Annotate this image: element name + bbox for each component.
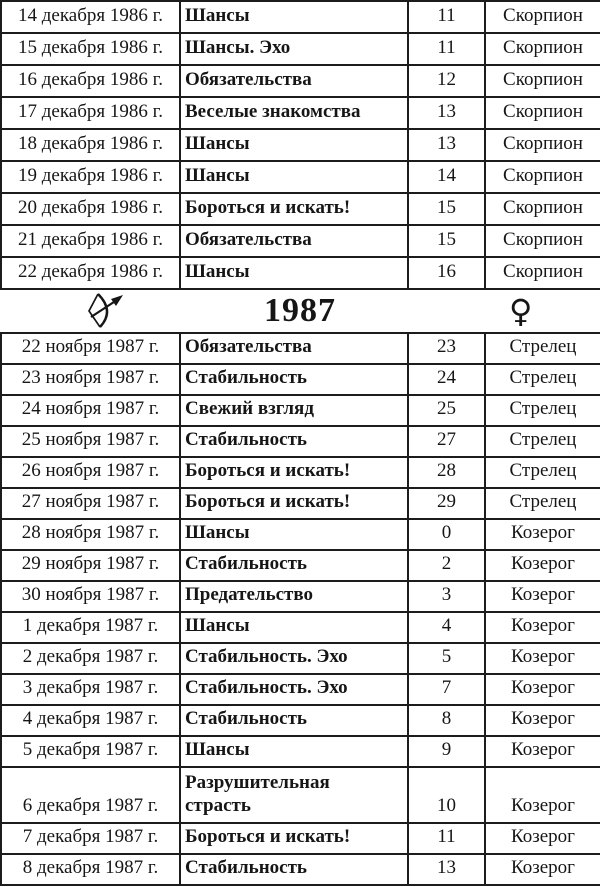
number-cell: 2 [408, 550, 485, 581]
number-cell: 11 [408, 1, 485, 33]
keyword-cell [180, 1, 408, 33]
table-row [1, 488, 600, 519]
keyword-cell [180, 854, 408, 885]
sign-cell: Козерог [485, 643, 600, 674]
number-cell: 7 [408, 674, 485, 705]
sign-cell: Стрелец [485, 488, 600, 519]
date-cell: 18 декабря 1986 г. [1, 129, 180, 161]
keyword-cell [180, 97, 408, 129]
table-row [1, 257, 600, 289]
number-cell: 28 [408, 457, 485, 488]
keyword-cell [180, 65, 408, 97]
table-row [1, 395, 600, 426]
date-cell: 16 декабря 1986 г. [1, 65, 180, 97]
sign-cell: Козерог [485, 612, 600, 643]
keyword-cell [180, 395, 408, 426]
table-1987 [0, 332, 600, 886]
keyword-text: Стабильность [185, 708, 307, 730]
date-cell: 21 декабря 1986 г. [1, 225, 180, 257]
keyword-cell [180, 767, 408, 823]
number-cell: 29 [408, 488, 485, 519]
table-row [1, 854, 600, 885]
table-row [1, 643, 600, 674]
keyword-text: Бороться и искать! [185, 197, 351, 219]
keyword-text: Веселые знакомства [185, 101, 361, 123]
table-row [1, 97, 600, 129]
sign-cell: Стрелец [485, 457, 600, 488]
keyword-text: Обязательства [185, 69, 312, 91]
date-cell: 5 декабря 1987 г. [1, 736, 180, 767]
keyword-cell [180, 823, 408, 854]
date-cell: 26 ноября 1987 г. [1, 457, 180, 488]
keyword-cell [180, 257, 408, 289]
table-row [1, 519, 600, 550]
year-divider [0, 290, 600, 332]
date-cell: 8 декабря 1987 г. [1, 854, 180, 885]
keyword-cell [180, 129, 408, 161]
keyword-cell [180, 550, 408, 581]
keyword-text: Бороться и искать! [185, 460, 351, 482]
number-cell: 16 [408, 257, 485, 289]
sign-cell: Козерог [485, 581, 600, 612]
sign-cell: Стрелец [485, 395, 600, 426]
number-cell: 15 [408, 193, 485, 225]
number-cell: 25 [408, 395, 485, 426]
keyword-cell [180, 488, 408, 519]
date-cell: 24 ноября 1987 г. [1, 395, 180, 426]
keyword-text: Стабильность. Эхо [185, 646, 348, 668]
date-cell: 2 декабря 1987 г. [1, 643, 180, 674]
table-row [1, 612, 600, 643]
table-row [1, 333, 600, 364]
sign-cell: Скорпион [485, 225, 600, 257]
keyword-text: Стабильность [185, 367, 307, 389]
date-cell: 28 ноября 1987 г. [1, 519, 180, 550]
date-cell: 23 ноября 1987 г. [1, 364, 180, 395]
table-row [1, 457, 600, 488]
sign-cell: Козерог [485, 823, 600, 854]
date-cell: 25 ноября 1987 г. [1, 426, 180, 457]
sign-cell: Скорпион [485, 1, 600, 33]
number-cell: 13 [408, 854, 485, 885]
keyword-text: Стабильность [185, 857, 307, 879]
sign-cell: Скорпион [485, 257, 600, 289]
sign-cell: Скорпион [485, 161, 600, 193]
table-row [1, 364, 600, 395]
number-cell: 10 [408, 767, 485, 823]
date-cell: 22 декабря 1986 г. [1, 257, 180, 289]
keyword-cell [180, 161, 408, 193]
sign-cell: Козерог [485, 705, 600, 736]
date-cell: 17 декабря 1986 г. [1, 97, 180, 129]
number-cell: 0 [408, 519, 485, 550]
number-cell: 4 [408, 612, 485, 643]
number-cell: 5 [408, 643, 485, 674]
keyword-text: Шансы [185, 5, 250, 27]
keyword-cell [180, 736, 408, 767]
keyword-cell [180, 333, 408, 364]
number-cell: 23 [408, 333, 485, 364]
keyword-text: Стабильность [185, 429, 307, 451]
keyword-cell [180, 33, 408, 65]
sign-cell: Скорпион [485, 33, 600, 65]
keyword-text: Шансы [185, 739, 250, 761]
keyword-text: Стабильность [185, 553, 307, 575]
keyword-cell [180, 426, 408, 457]
date-cell: 14 декабря 1986 г. [1, 1, 180, 33]
date-cell: 1 декабря 1987 г. [1, 612, 180, 643]
table-row [1, 550, 600, 581]
sign-cell: Козерог [485, 854, 600, 885]
table-row [1, 426, 600, 457]
sign-cell: Стрелец [485, 364, 600, 395]
number-cell: 8 [408, 705, 485, 736]
date-cell: 7 декабря 1987 г. [1, 823, 180, 854]
number-cell: 9 [408, 736, 485, 767]
date-cell: 6 декабря 1987 г. [1, 767, 180, 823]
keyword-cell [180, 643, 408, 674]
table-row [1, 225, 600, 257]
keyword-text: Шансы. Эхо [185, 37, 291, 59]
sign-cell: Скорпион [485, 97, 600, 129]
table-row [1, 581, 600, 612]
keyword-cell [180, 674, 408, 705]
date-cell: 20 декабря 1986 г. [1, 193, 180, 225]
table-row [1, 193, 600, 225]
table-row [1, 674, 600, 705]
keyword-text: Свежий взгляд [185, 398, 314, 420]
table-row [1, 705, 600, 736]
number-cell: 15 [408, 225, 485, 257]
keyword-text: Шансы [185, 165, 250, 187]
keyword-cell [180, 581, 408, 612]
date-cell: 27 ноября 1987 г. [1, 488, 180, 519]
number-cell: 12 [408, 65, 485, 97]
venus-icon: ♀ [509, 292, 533, 330]
number-cell: 14 [408, 161, 485, 193]
sign-cell: Стрелец [485, 426, 600, 457]
keyword-cell [180, 457, 408, 488]
keyword-text: Шансы [185, 615, 250, 637]
number-cell: 11 [408, 823, 485, 854]
number-cell: 27 [408, 426, 485, 457]
sign-cell: Стрелец [485, 333, 600, 364]
sign-cell: Скорпион [485, 193, 600, 225]
keyword-cell [180, 364, 408, 395]
number-cell: 13 [408, 129, 485, 161]
number-cell: 24 [408, 364, 485, 395]
table-row [1, 33, 600, 65]
sign-cell: Скорпион [485, 129, 600, 161]
keyword-text: Стабильность. Эхо [185, 677, 348, 699]
keyword-text: Шансы [185, 133, 250, 155]
keyword-cell [180, 193, 408, 225]
year-title: 1987 [264, 292, 336, 329]
sign-cell: Козерог [485, 674, 600, 705]
sign-cell: Скорпион [485, 65, 600, 97]
keyword-text: Шансы [185, 261, 250, 283]
table-row [1, 1, 600, 33]
keyword-cell [180, 519, 408, 550]
table-row [1, 161, 600, 193]
date-cell: 30 ноября 1987 г. [1, 581, 180, 612]
sign-cell: Козерог [485, 519, 600, 550]
number-cell: 11 [408, 33, 485, 65]
date-cell: 4 декабря 1987 г. [1, 705, 180, 736]
table-row [1, 767, 600, 823]
table-row [1, 129, 600, 161]
keyword-cell [180, 225, 408, 257]
table-row [1, 736, 600, 767]
keyword-text: Бороться и искать! [185, 491, 351, 513]
date-cell: 3 декабря 1987 г. [1, 674, 180, 705]
number-cell: 13 [408, 97, 485, 129]
table-row [1, 823, 600, 854]
keyword-cell [180, 612, 408, 643]
date-cell: 19 декабря 1986 г. [1, 161, 180, 193]
date-cell: 22 ноября 1987 г. [1, 333, 180, 364]
table-1986 [0, 0, 600, 290]
number-cell: 3 [408, 581, 485, 612]
sign-cell: Козерог [485, 736, 600, 767]
keyword-text: Обязательства [185, 336, 312, 358]
keyword-text: Шансы [185, 522, 250, 544]
keyword-cell [180, 705, 408, 736]
table-row [1, 65, 600, 97]
date-cell: 29 ноября 1987 г. [1, 550, 180, 581]
keyword-text: Бороться и искать! [185, 826, 351, 848]
date-cell: 15 декабря 1986 г. [1, 33, 180, 65]
sign-cell: Козерог [485, 767, 600, 823]
keyword-text: Разрушительная страсть [185, 772, 330, 817]
keyword-text: Обязательства [185, 229, 312, 251]
keyword-text: Предательство [185, 584, 314, 606]
sign-cell: Козерог [485, 550, 600, 581]
